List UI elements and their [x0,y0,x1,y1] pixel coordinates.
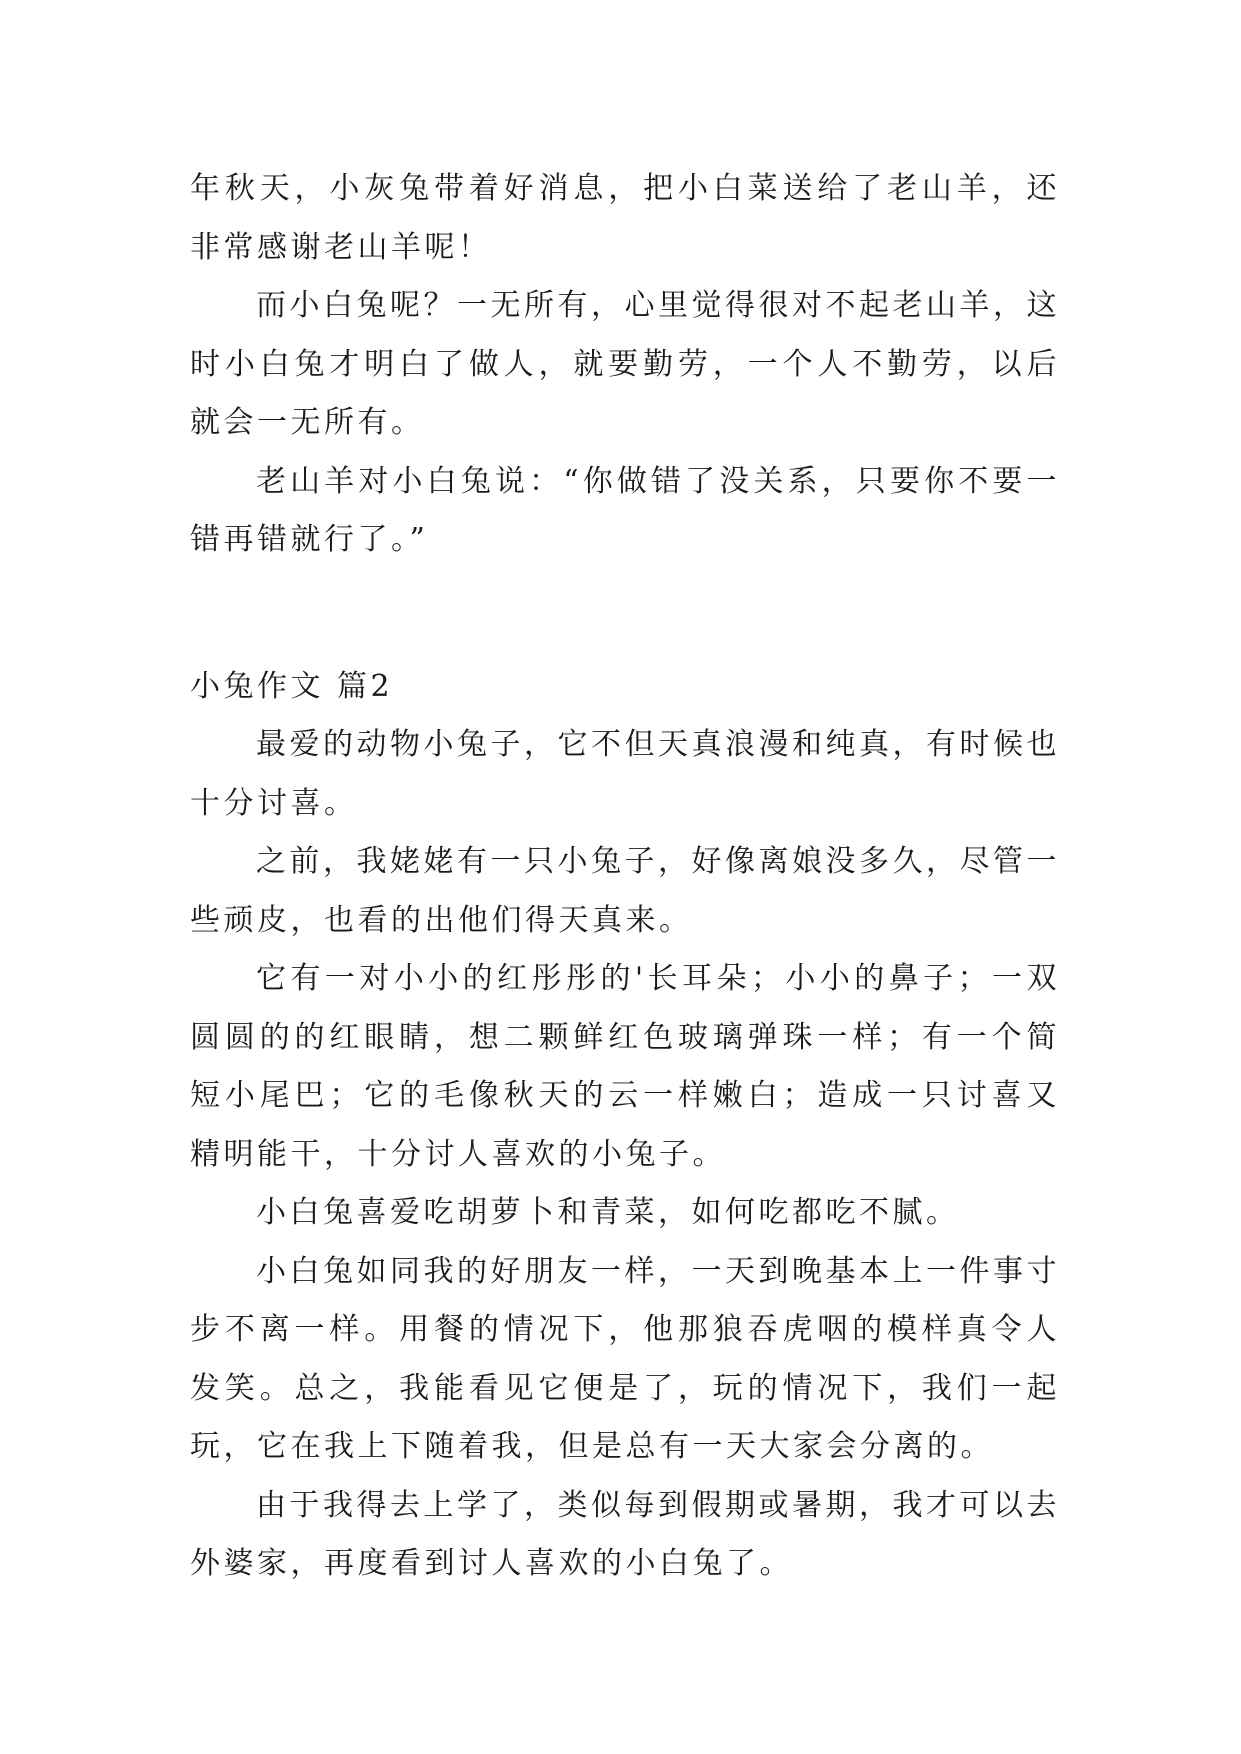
paragraph: 老山羊对小白兔说：“你做错了没关系，只要你不要一错再错就行了。” [190,463,1060,557]
paragraph-continuation: 年秋天，小灰兔带着好消息，把小白菜送给了老山羊，还非常感谢老山羊呢！ [190,171,1060,265]
paragraph: 而小白兔呢？一无所有，心里觉得很对不起老山羊，这时小白兔才明白了做人，就要勤劳，一个人不勤劳，以后就会一无所有。 [190,288,1060,440]
document-page [190,160,1060,1594]
paragraph: 最爱的动物小兔子，它不但天真浪漫和纯真，有时候也十分讨喜。 [190,727,1060,821]
paragraph: 由于我得去上学了，类似每到假期或暑期，我才可以去外婆家，再度看到讨人喜欢的小白兔了。 [190,1487,1060,1581]
paragraph: 小白兔喜爱吃胡萝卜和青菜，如何吃都吃不腻。 [256,1195,960,1230]
section-title: 小兔作文 篇2 [190,668,394,704]
paragraph: 它有一对小小的红彤彤的'长耳朵；小小的鼻子；一双圆圆的的红眼睛，想二颗鲜红色玻璃弹珠一样；有一个简短小尾巴；它的毛像秋天的云一样嫩白；造成一只讨喜又精明能干，十分讨人喜欢的小兔子。 [190,961,1060,1172]
paragraph: 之前，我姥姥有一只小兔子，好像离娘没多久，尽管一些顽皮，也看的出他们得天真来。 [190,844,1060,938]
paragraph: 小白兔如同我的好朋友一样，一天到晚基本上一件事寸步不离一样。用餐的情况下，他那狼吞虎咽的模样真令人发笑。总之，我能看见它便是了，玩的情况下，我们一起玩，它在我上下随着我，但是总有一天大家会分离的。 [190,1253,1060,1464]
